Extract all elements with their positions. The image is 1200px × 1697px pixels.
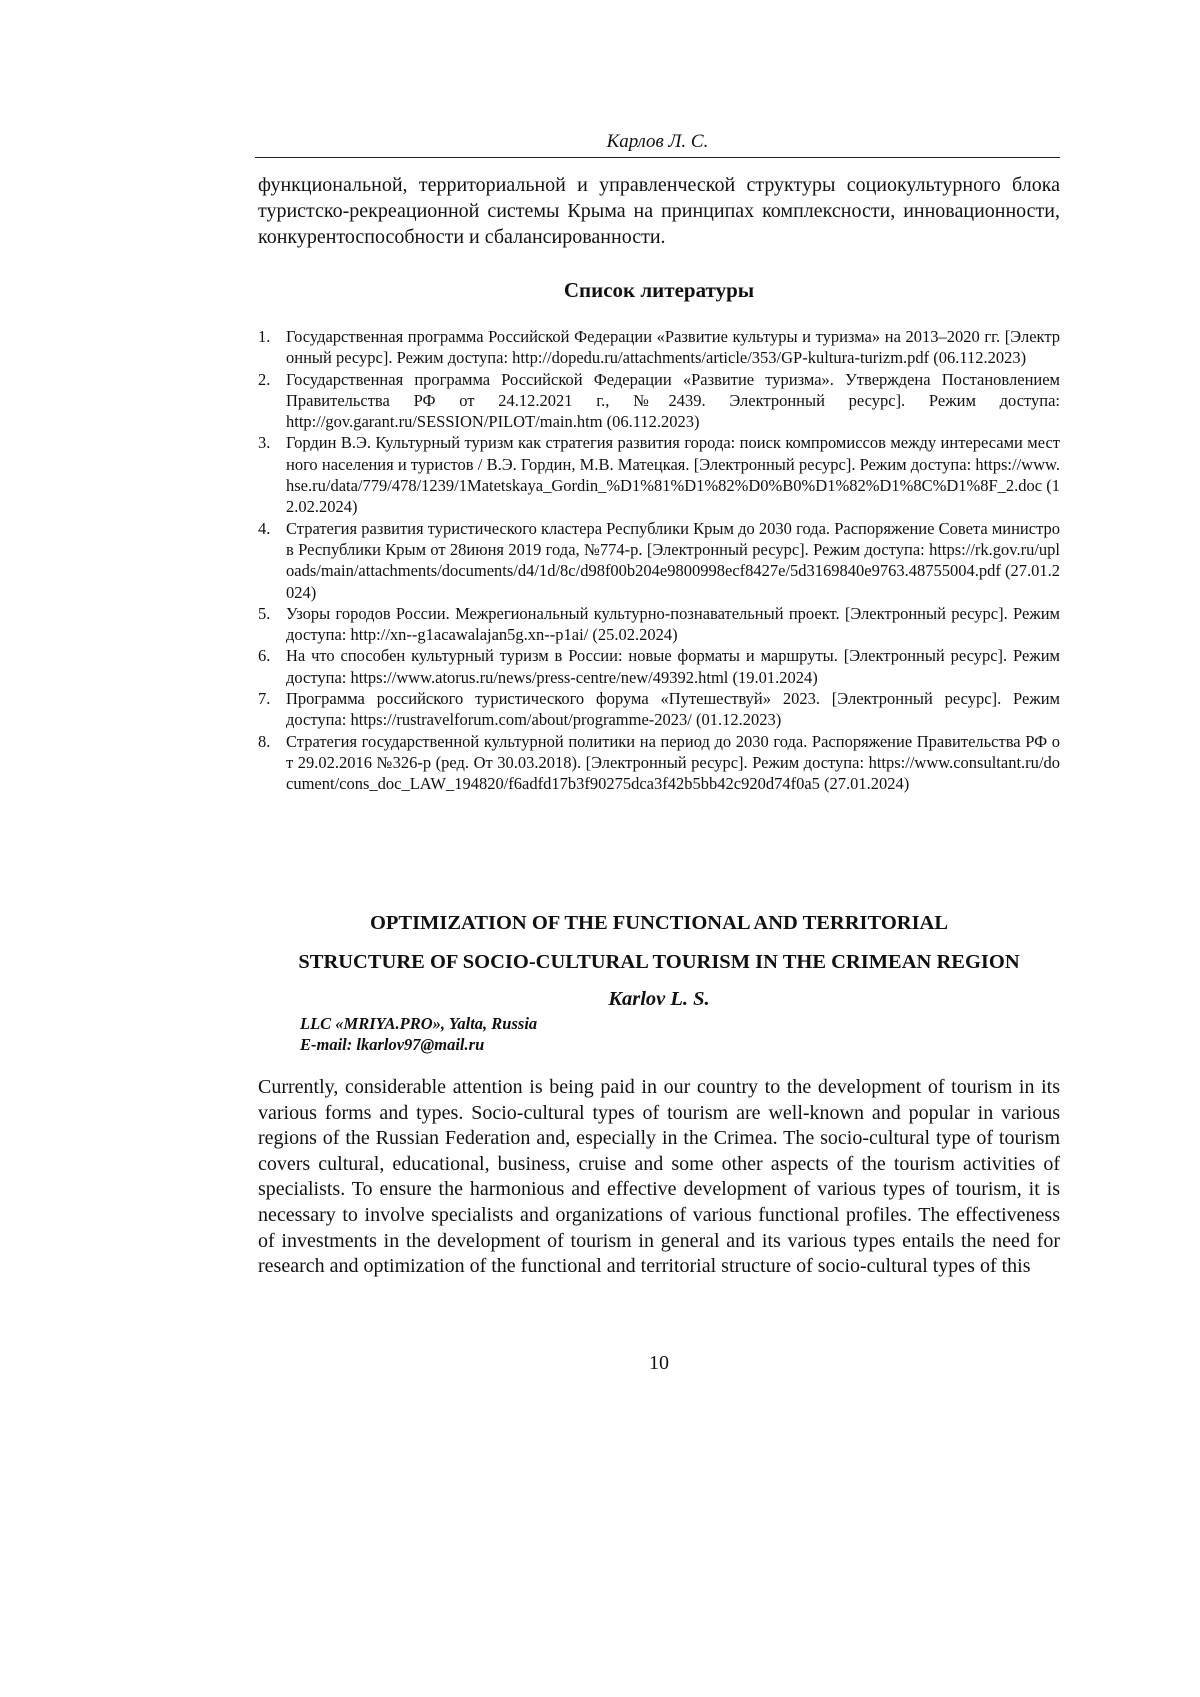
reference-text: Государственная программа Российской Федерации «Развитие туризма». Утверждена Постановлением Правительства РФ от 24.12.2021 г., №2439. Электронный ресурс]. Режим доступа: http://gov.garant.ru/SESSION/PILOT/main.htm (06.112.2023) [286,369,1060,432]
affiliation: LLC «MRIYA.PRO», Yalta, Russia [300,1014,538,1033]
reference-item [258,645,1060,688]
reference-text: На что способен культурный туризм в России: новые форматы и маршруты. [Электронный ресурс]. Режим доступа: https://www.atorus.ru/news/press-centre/new/49392.html (19.01.2024) [286,646,1060,687]
reference-item [258,688,1060,731]
references-title: Список литературы [563,278,755,302]
reference-text: Государственная программа Российской Федерации «Развитие культуры и туризма» на 2013–2020 гг. [Электронный ресурс]. Режим доступа: http://dopedu.ru/attachments/article/353/GP-kultura-turizm.pdf (06.112.2023) [286,327,1060,368]
reference-item [258,369,1060,433]
author-email: E-mail: lkarlov97@mail.ru [300,1035,485,1054]
references-list [258,326,1060,795]
english-title-line-1: OPTIMIZATION OF THE FUNCTIONAL AND TERRITORIAL [369,912,949,934]
reference-item [258,518,1060,603]
reference-number: 8. [258,731,271,751]
reference-number: 2. [258,369,271,389]
reference-number: 5. [258,603,271,623]
reference-item [258,731,1060,795]
header-divider [255,157,1060,158]
reference-text: Узоры городов России. Межрегиональный культурно-познавательный проект. [Электронный ресурс]. Режим доступа: http://xn--g1acawalajan5g.xn--p1ai/ (25.02.2024) [286,603,1060,645]
abstract-paragraph: Currently, considerable attention is being paid in our country to the development of tourism in its various forms and types. Socio-cultural types of tourism are well-known and popular in various regions of the Russian Federation and, especially in the Crimea. The socio-cultural type of tourism covers cultural, educational, business, cruise and some other aspects of the tourism activities of specialists. To ensure the harmonious and effective development of various types of tourism, it is necessary to involve specialists and organizations of various functional profiles. The effectiveness of investments in the development of tourism in general and its various types entails the need for research and optimization of the functional and territorial structure of socio-cultural types of this [258,1076,1060,1278]
reference-item [258,603,1060,646]
reference-number: 3. [258,433,271,453]
reference-number: 4. [258,518,271,538]
reference-number: 6. [258,646,271,666]
running-header-author: Карлов Л. С. [606,131,709,152]
english-title-line-2: STRUCTURE OF SOCIO-CULTURAL TOURISM IN THE CRIMEAN REGION [298,951,1020,973]
english-author: Karlov L. S. [608,988,710,1010]
reference-text: Стратегия государственной культурной политики на период до 2030 года. Распоряжение Правительства РФ от 29.02.2016 №326-р (ред. От 30.03.2018). [Электронный ресурс]. Режим доступа: https://www.consultant.ru/document/cons_doc_LAW_194820/f6adfd17b3f90275dca3f42b5bb42c920d74f0a5 (27.01.2024) [286,731,1060,794]
reference-item [258,326,1060,369]
reference-text: Стратегия развития туристического кластера Республики Крым до 2030 года. Распоряжение Совета министров Республики Крым от 28июня 2019 года, №774-р. [Электронный ресурс]. Режим доступа: https://rk.gov.ru/uploads/main/attachments/documents/d4/1d/8c/d98f00b204e9800998ecf8427e/5d3169840e9763.48755004.pdf (27.01.2024) [286,518,1060,602]
reference-item [258,432,1060,517]
reference-text: Программа российского туристического форума «Путешествуй» 2023. [Электронный ресурс]. Режим доступа: https://rustravelforum.com/about/programme-2023/ (01.12.2023) [286,689,1060,730]
intro-paragraph: функциональной, территориальной и управленческой структуры социокультурного блока туристско-рекреационной системы Крыма на принципах комплексности, инновационности, конкурентоспособности и сбалансированности. [258,174,1060,248]
reference-number: 7. [258,689,271,709]
reference-text: Гордин В.Э. Культурный туризм как стратегия развития города: поиск компромиссов между интересами местного населения и туристов / В.Э. Гордин, М.В. Матецкая. [Электронный ресурс]. Режим доступа: https://www.hse.ru/data/779/478/1239/1Matetskaya_Gordin_%D1%81%D1%82%D0%B0%D1%82%D1%8C%D1%8F_2.doc (12.02.2024) [286,433,1061,517]
reference-number: 1. [258,327,271,346]
page-number: 10 [649,1352,669,1374]
